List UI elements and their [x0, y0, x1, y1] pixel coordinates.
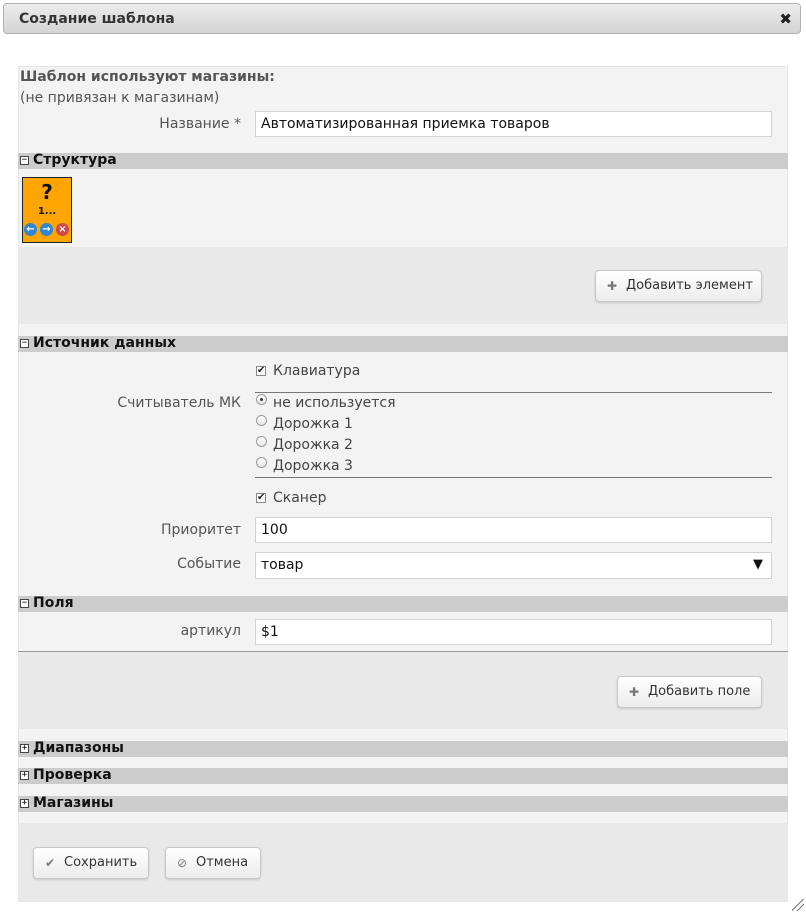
event-select[interactable] — [255, 552, 772, 579]
cancel-button[interactable] — [165, 847, 261, 879]
shops-usage-value: (не привязан к магазинам) — [20, 90, 220, 106]
article-label: артикул — [180, 623, 241, 639]
name-input[interactable]: Автоматизированная приемка товаров — [255, 111, 772, 137]
section-fields[interactable] — [18, 596, 788, 612]
section-ranges-title: Диапазоны — [33, 740, 124, 756]
keyboard-label: Клавиатура — [273, 363, 361, 379]
reader-radio-track-2[interactable] — [256, 436, 267, 447]
resize-handle-icon[interactable] — [792, 899, 804, 911]
section-check[interactable] — [18, 768, 788, 784]
scanner-label: Сканер — [273, 490, 327, 506]
add-field-button[interactable] — [617, 676, 762, 708]
divider — [255, 477, 772, 478]
add-field-label: Добавить поле — [648, 684, 751, 699]
section-data-source-title: Источник данных — [33, 335, 177, 351]
scanner-checkbox[interactable]: ✔ — [257, 492, 266, 503]
collapse-icon[interactable]: − — [21, 338, 28, 348]
expand-icon[interactable]: + — [21, 743, 28, 753]
expand-icon[interactable]: + — [21, 798, 28, 808]
section-shops-title: Магазины — [33, 795, 114, 811]
dialog-titlebar[interactable] — [3, 3, 801, 34]
reader-label: Считыватель МК — [117, 395, 241, 411]
dialog-title: Создание шаблона — [19, 11, 175, 27]
tile-label: 1... — [37, 206, 57, 217]
save-label: Сохранить — [64, 855, 138, 870]
reader-radio-none[interactable] — [256, 394, 267, 405]
collapse-icon[interactable]: − — [21, 155, 28, 165]
section-fields-title: Поля — [33, 595, 74, 611]
reader-option-label: Дорожка 1 — [273, 416, 353, 432]
name-label: Название * — [159, 116, 241, 132]
event-select-value: товар — [261, 557, 304, 573]
priority-input[interactable]: 100 — [255, 517, 772, 543]
section-data-source[interactable] — [18, 336, 788, 352]
plus-icon: ✚ — [629, 685, 640, 699]
structure-element-tile[interactable] — [22, 177, 72, 243]
arrow-left-icon[interactable]: ← — [24, 223, 37, 236]
reader-option-label: Дорожка 2 — [273, 437, 353, 453]
reader-option-label: Дорожка 3 — [273, 458, 353, 474]
close-icon[interactable]: ✖ — [779, 10, 792, 28]
collapse-icon[interactable]: − — [21, 598, 28, 608]
section-structure-title: Структура — [33, 152, 117, 168]
plus-icon: ✚ — [607, 279, 618, 293]
save-button[interactable] — [33, 847, 149, 879]
arrow-right-icon[interactable]: → — [40, 223, 53, 236]
cancel-label: Отмена — [196, 855, 249, 870]
chevron-down-icon[interactable]: ▼ — [753, 557, 763, 572]
section-check-title: Проверка — [33, 767, 112, 783]
keyboard-checkbox[interactable]: ✔ — [257, 365, 266, 376]
reader-option-label: не используется — [273, 395, 396, 411]
add-element-label: Добавить элемент — [626, 278, 753, 293]
reader-radio-track-3[interactable] — [256, 457, 267, 468]
section-shops[interactable] — [18, 796, 788, 812]
add-element-button[interactable] — [595, 270, 762, 302]
divider — [255, 392, 772, 393]
section-ranges[interactable] — [18, 741, 788, 757]
reader-radio-track-1[interactable] — [256, 415, 267, 426]
article-input[interactable]: $1 — [255, 619, 772, 645]
priority-label: Приоритет — [161, 522, 241, 538]
event-label: Событие — [177, 556, 241, 572]
check-icon: ✔ — [45, 856, 56, 870]
section-structure[interactable] — [18, 153, 788, 169]
cancel-icon: ⊘ — [177, 856, 188, 870]
shops-usage-label: Шаблон используют магазины: — [20, 69, 275, 85]
expand-icon[interactable]: + — [21, 770, 28, 780]
tile-symbol: ? — [41, 180, 53, 204]
delete-icon[interactable]: × — [56, 223, 69, 236]
